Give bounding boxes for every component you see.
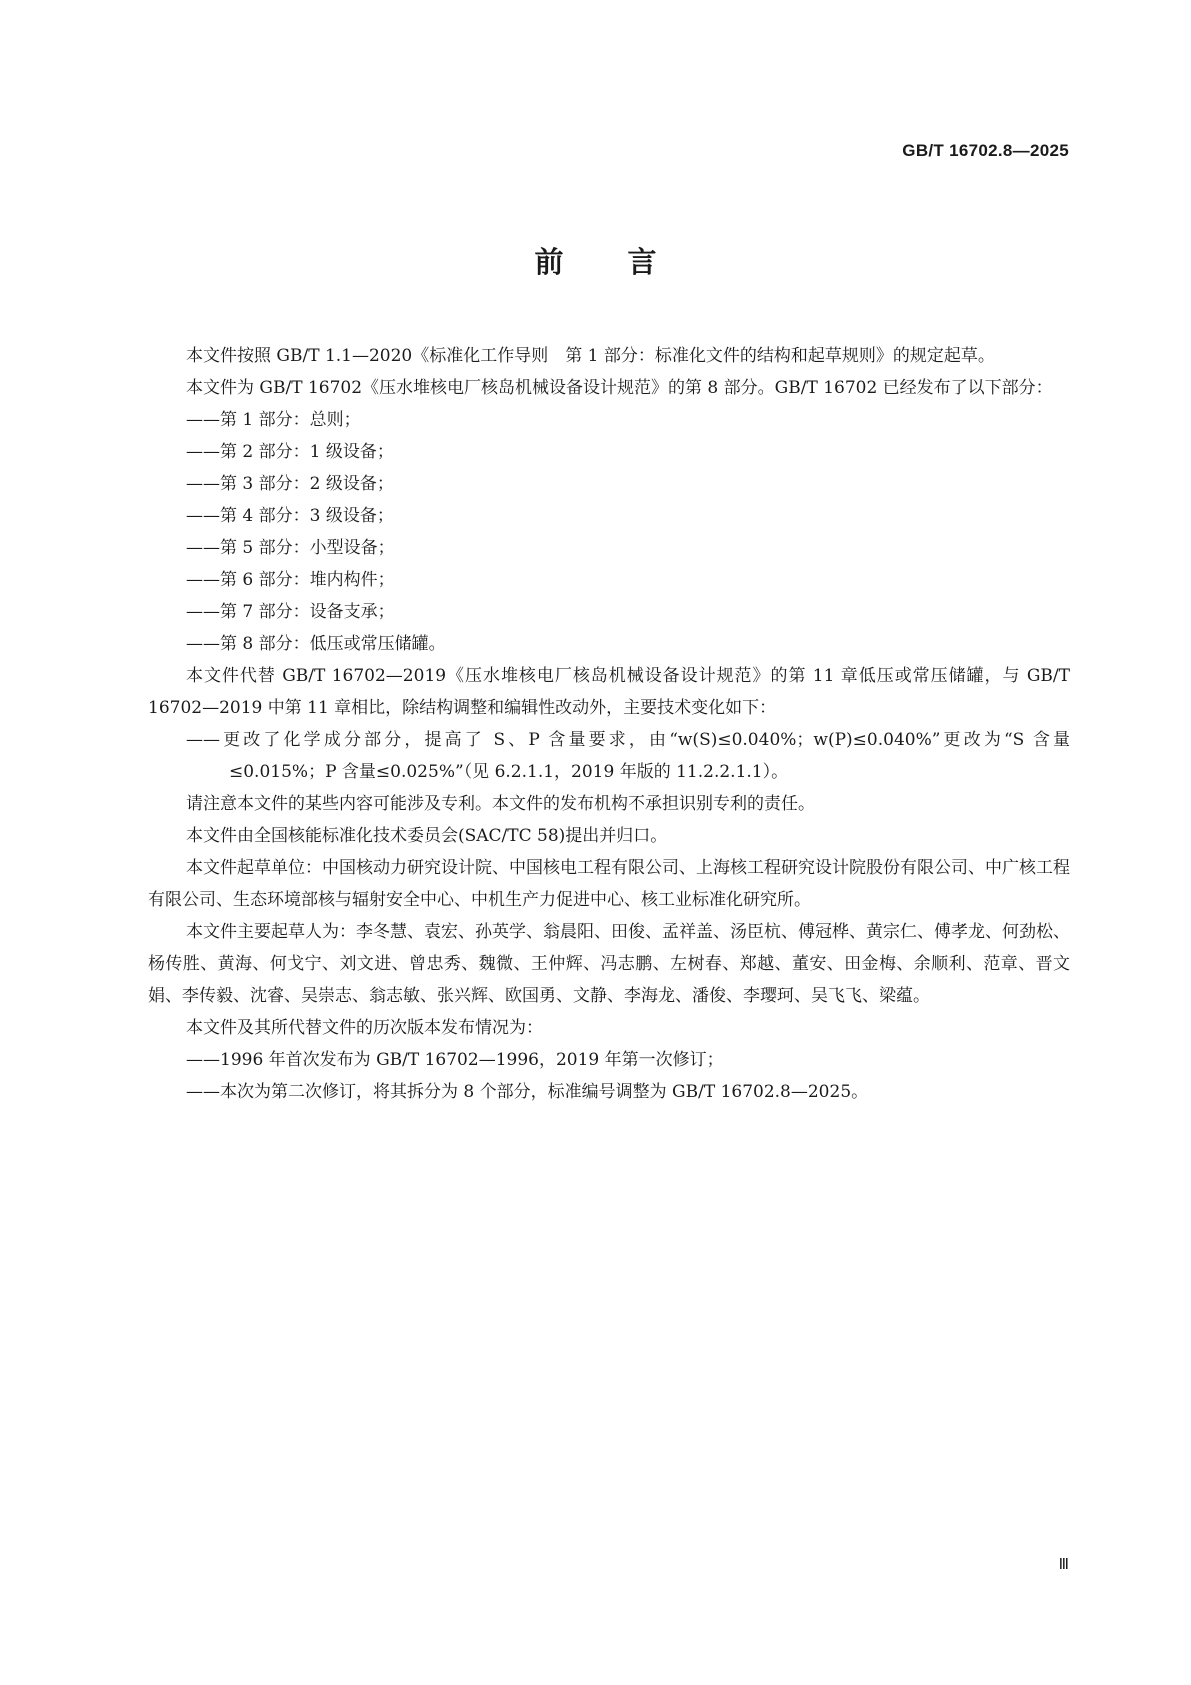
- paragraph-history-intro: 本文件及其所代替文件的历次版本发布情况为：: [186, 1018, 543, 1038]
- list-item-part-3: ——第 3 部分：2 级设备；: [186, 474, 394, 494]
- page-title: [0, 240, 1191, 281]
- paragraph-committee: 本文件由全国核能标准化技术委员会(SAC/TC 58)提出并归口。: [186, 826, 668, 846]
- paragraph-patent-notice: 请注意本文件的某些内容可能涉及专利。本文件的发布机构不承担识别专利的责任。: [186, 794, 815, 814]
- list-item-part-5: ——第 5 部分：小型设备；: [186, 538, 395, 558]
- paragraph-drafting-units: 本文件起草单位：中国核动力研究设计院、中国核电工程有限公司、上海核工程研究设计院股份有限公司、中广核工程有限公司、生态环境部核与辐射安全中心、中机生产力促进中心、核工业标准化研究所。: [148, 858, 1070, 910]
- list-item-part-1: ——第 1 部分：总则；: [186, 410, 361, 430]
- paragraph-drafting-rules: 本文件按照 GB/T 1.1—2020《标准化工作导则 第 1 部分：标准化文件的结构和起草规则》的规定起草。: [186, 346, 995, 366]
- paragraph-drafters: 本文件主要起草人为：李冬慧、袁宏、孙英学、翁晨阳、田俊、孟祥盖、汤臣杭、傅冠桦、黄宗仁、傅孝龙、何劲松、杨传胜、黄海、何戈宁、刘文进、曾忠秀、魏微、王仲辉、冯志鹏、左树春、郑越、董安、田金梅、余顺利、范章、晋文娟、李传毅、沈睿、吴崇志、翁志敏、张兴辉、欧国勇、文静、李海龙、潘俊、李璎珂、吴飞飞、梁蕴。: [148, 922, 1070, 1006]
- list-item-part-2: ——第 2 部分：1 级设备；: [186, 442, 394, 462]
- standard-code: GB/T 16702.8—2025: [902, 141, 1069, 160]
- list-item-history-1: ——1996 年首次发布为 GB/T 16702—1996，2019 年第一次修订；: [186, 1050, 724, 1070]
- list-item-part-7: ——第 7 部分：设备支承；: [186, 602, 395, 622]
- paragraph-replacement: 本文件代替 GB/T 16702—2019《压水堆核电厂核岛机械设备设计规范》的第 11 章低压或常压储罐，与 GB/T 16702—2019 中第 11 章相比，除结构调整和编辑性改动外，主要技术变化如下：: [148, 666, 1070, 718]
- foreword-body: [148, 340, 1070, 1108]
- paragraph-part-intro: 本文件为 GB/T 16702《压水堆核电厂核岛机械设备设计规范》的第 8 部分。GB/T 16702 已经发布了以下部分：: [186, 378, 1053, 398]
- title-char-2: 言: [627, 245, 657, 279]
- list-item-change-chemistry: ——更改了化学成分部分，提高了 S、P 含量要求，由“w(S)≤0.040%；w(P)≤0.040%”更改为“S 含量≤0.015%；P 含量≤0.025%”（见 6.2.1.1，2019 年版的 11.2.2.1.1）。: [186, 730, 1070, 782]
- page-number: Ⅲ: [1058, 1557, 1069, 1573]
- list-item-part-4: ——第 4 部分：3 级设备；: [186, 506, 394, 526]
- list-item-part-8: ——第 8 部分：低压或常压储罐。: [186, 634, 446, 654]
- list-item-history-2: ——本次为第二次修订，将其拆分为 8 个部分，标准编号调整为 GB/T 16702.8—2025。: [186, 1082, 869, 1102]
- list-item-part-6: ——第 6 部分：堆内构件；: [186, 570, 395, 590]
- title-char-1: 前: [534, 245, 564, 279]
